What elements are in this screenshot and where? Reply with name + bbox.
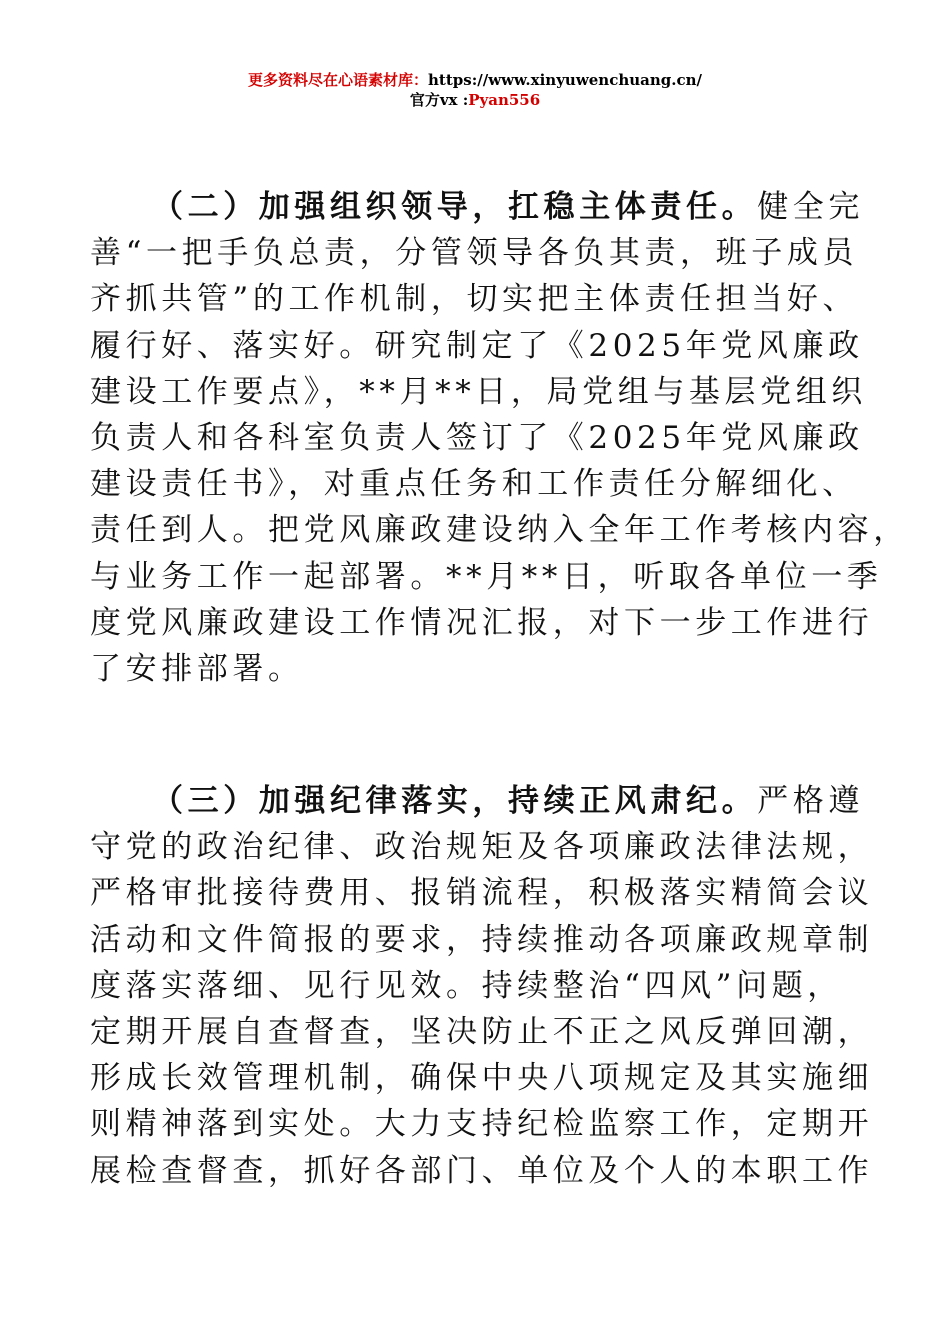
paragraph-section-3: [90, 778, 874, 1194]
paragraph-line: 了安排部署。: [90, 650, 304, 687]
watermark-vx-label: 官方vx :: [409, 91, 469, 109]
watermark-line-1: [0, 70, 950, 90]
section-heading: （三）加强纪律落实，持续正风肃纪。: [152, 783, 758, 819]
paragraph-line: 负责人和各科室负责人签订了《2025年党风廉政: [90, 419, 864, 456]
paragraph-line: 责任到人。把党风廉政建设纳入全年工作考核内容，: [90, 512, 909, 549]
paragraph-line: [90, 184, 865, 230]
paragraph-line: 度党风廉政建设工作情况汇报，对下一步工作进行: [90, 604, 874, 641]
paragraph-line: 严格审批接待费用、报销流程，积极落实精简会议: [90, 875, 874, 912]
paragraph-line: 活动和文件简报的要求，持续推动各项廉政规章制: [90, 921, 874, 958]
paragraph-text: 健全完: [757, 189, 865, 225]
watermark-label: 更多资料尽在心语素材库：: [248, 71, 429, 89]
paragraph-text: 严格遵: [757, 783, 865, 819]
paragraph-line: 定期开展自查督查，坚决防止不正之风反弹回潮，: [90, 1013, 874, 1050]
paragraph-line: 履行好、落实好。研究制定了《2025年党风廉政: [90, 327, 864, 364]
paragraph-section-2: [90, 184, 909, 692]
section-heading: （二）加强组织领导，扛稳主体责任。: [152, 189, 758, 225]
paragraph-line: 守党的政治纪律、政治规矩及各项廉政法律法规，: [90, 829, 874, 866]
paragraph-line: 度落实落细、见行见效。持续整治“四风”问题，: [90, 967, 843, 1004]
watermark-url: https://www.xinyuwenchuang.cn/: [428, 71, 702, 89]
paragraph-line: 则精神落到实处。大力支持纪检监察工作，定期开: [90, 1106, 874, 1143]
paragraph-line: 形成长效管理机制，确保中央八项规定及其实施细: [90, 1060, 874, 1097]
paragraph-line: 齐抓共管”的工作机制，切实把主体责任担当好、: [90, 281, 859, 318]
watermark-line-2: [0, 90, 950, 110]
paragraph-line: 建设工作要点》，**月**日，局党组与基层党组织: [90, 373, 867, 410]
paragraph-line: 展检查督查，抓好各部门、单位及个人的本职工作: [90, 1152, 874, 1189]
paragraph-line: 善“一把手负总责，分管领导各负其责，班子成员: [90, 235, 859, 272]
watermark-vx-id: Pyan556: [468, 91, 541, 109]
paragraph-line: [90, 778, 865, 824]
paragraph-line: 与业务工作一起部署。**月**日，听取各单位一季: [90, 558, 883, 595]
paragraph-line: 建设责任书》，对重点任务和工作责任分解细化、: [90, 466, 858, 503]
